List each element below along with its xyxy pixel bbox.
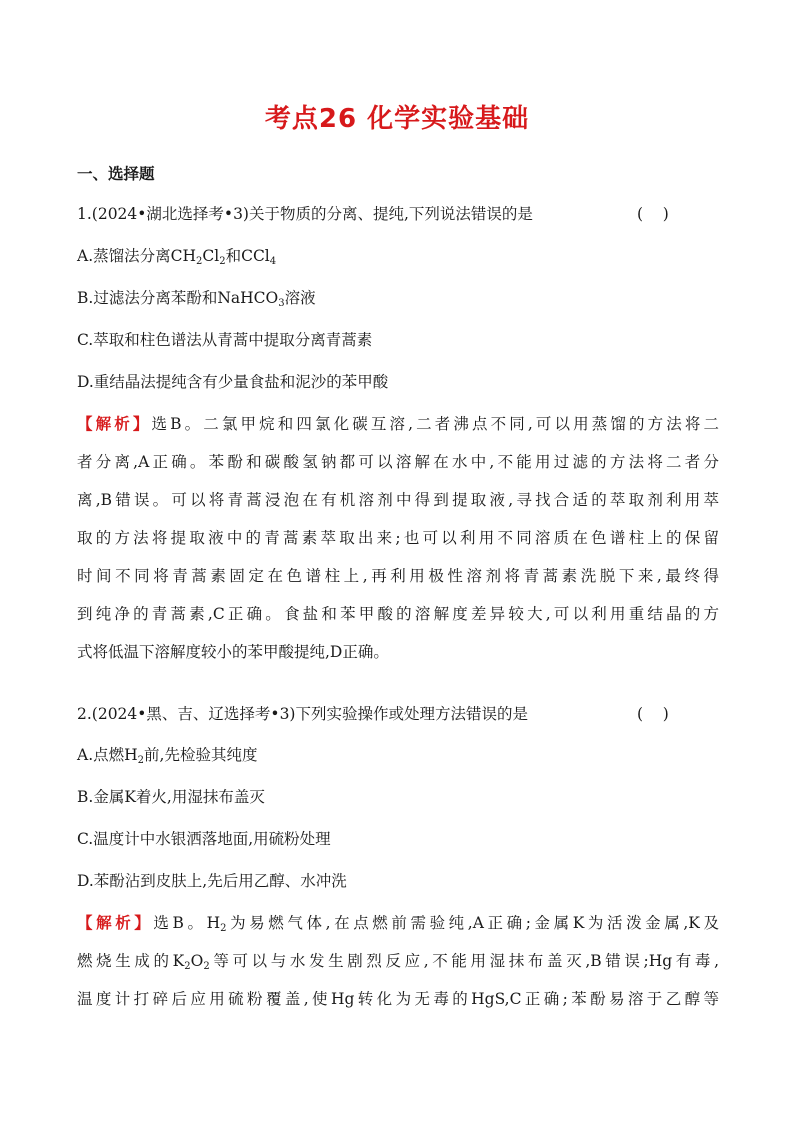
question-1-option-a: A.蒸馏法分离$CH_2Cl_2$和CCl$_4$ bbox=[77, 247, 277, 267]
question-1-option-c: C.萃取和柱色谱法从青蒿中提取分离青蒿素 bbox=[77, 331, 373, 349]
section-heading: 一、选择题 bbox=[77, 165, 155, 183]
question-1-analysis-line: 式将低温下溶解度较小的苯甲酸提纯,D正确。 bbox=[77, 643, 389, 661]
analysis-tag: 【解析】 bbox=[77, 415, 152, 433]
question-1-analysis-line: 者分离,A正确。苯酚和碳酸氢钠都可以溶解在水中,不能用过滤的方法将二者分 bbox=[77, 453, 719, 471]
question-1-analysis-line: 【解析】选B。二氯甲烷和四氯化碳互溶,二者沸点不同,可以用蒸馏的方法将二 bbox=[77, 415, 719, 433]
question-1-analysis-line: 离,B错误。可以将青蒿浸泡在有机溶剂中得到提取液,寻找合适的萃取剂利用萃 bbox=[77, 491, 719, 509]
page-title: 考点26 化学实验基础 bbox=[264, 104, 530, 134]
question-2-option-a: A.点燃$H_2$前,先检验其纯度 bbox=[77, 746, 258, 766]
question-2-option-d: D.苯酚沾到皮肤上,先后用乙醇、水冲洗 bbox=[77, 872, 347, 890]
question-1-analysis-line: 到纯净的青蒿素,C正确。食盐和苯甲酸的溶解度差异较大,可以利用重结晶的方 bbox=[77, 605, 719, 623]
question-2-analysis-line: 【解析】选B。$H_2$为易燃气体,在点燃前需验纯,A正确;金属K为活泼金属,K及 bbox=[77, 914, 719, 934]
analysis-tag: 【解析】 bbox=[77, 914, 154, 932]
question-1-stem: 1.(2024•湖北选择考•3)关于物质的分离、提纯,下列说法错误的是 bbox=[77, 205, 533, 223]
question-1-analysis-line: 时间不同将青蒿素固定在色谱柱上,再利用极性溶剂将青蒿素洗脱下来,最终得 bbox=[77, 567, 719, 585]
question-1-option-d: D.重结晶法提纯含有少量食盐和泥沙的苯甲酸 bbox=[77, 373, 389, 391]
question-2-analysis-line: 燃烧生成的$K_2O_2$等可以与水发生剧烈反应,不能用湿抹布盖灭,B错误;Hg有毒, bbox=[77, 952, 719, 972]
question-1-answer-blank: ( ) bbox=[637, 205, 669, 223]
question-2-option-b: B.金属K着火,用湿抹布盖灭 bbox=[77, 788, 265, 806]
question-2-stem: 2.(2024•黑、吉、辽选择考•3)下列实验操作或处理方法错误的是 bbox=[77, 705, 528, 723]
question-2-answer-blank: ( ) bbox=[637, 705, 669, 723]
question-1-option-b: B.过滤法分离苯酚和NaHCO$_3$溶液 bbox=[77, 289, 316, 309]
question-2-option-c: C.温度计中水银洒落地面,用硫粉处理 bbox=[77, 830, 331, 848]
question-2-analysis-line: 温度计打碎后应用硫粉覆盖,使Hg转化为无毒的HgS,C正确;苯酚易溶于乙醇等 bbox=[77, 990, 719, 1008]
question-1-analysis-line: 取的方法将提取液中的青蒿素萃取出来;也可以利用不同溶质在色谱柱上的保留 bbox=[77, 529, 719, 547]
